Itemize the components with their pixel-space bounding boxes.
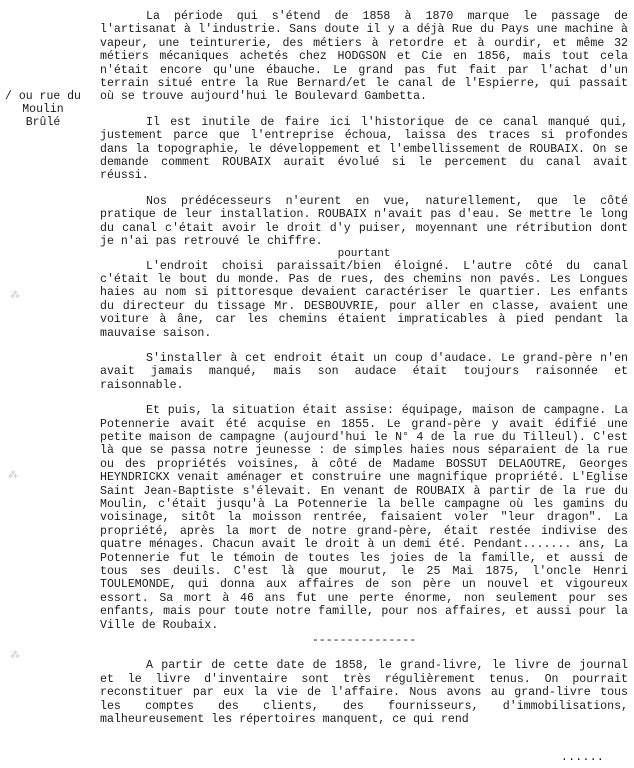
paper-speck: ⁂: [8, 471, 18, 482]
document-body: [100, 10, 628, 739]
interline-insertion: pourtant: [337, 247, 391, 260]
paragraph-1: [100, 10, 628, 104]
paragraph-7: [100, 659, 628, 726]
section-separator: ---------------: [311, 634, 417, 648]
paragraph-6-text: Et puis, la situation était assise: équipage, maison de campagne. La Potennerie avait été acquise en 1855. Le grand-père y avait édifié une petite maison de campagne (aujourd'hui le N° 4 de la rue du Tilleul). C'est là que se passa notre jeunesse : de simples haies nous séparaient de la rue ou des propriétés voisines, à côté de Madame BOSSUT DELAOUTRE, Georges HEYNDRICKX venait aménager et construire une magnifique propriété. L'Eglise Saint Jean-Baptiste s'élevait. En venant de ROUBAIX à partir de la rue du Moulin, c'était jusqu'à La Potennerie la belle campagne où les gamins du voisinage, sitôt la moisson rentrée, faisaient voler "leur dragon". La propriété, après la mort de notre grand-père, était restée indivise des quatre ménages. Chacun avait le droit à un demi été. Pendant....... ans, La Potennerie fut le témoin de toutes les joies de la famille, et aussi de tous ses deuils. C'est là que mourut, le 25 Mai 1875, l'oncle Henri TOULEMONDE, qui donna aux affaires de son père un nouvel et vigoureux essort. Sa mort à 46 ans fut une perte énorme, non seulement pour ses enfants, mais pour toute notre famille, pour nos affaires, et aussi pour la Ville de Roubaix.: [100, 404, 628, 632]
margin-annotation: / ou rue du Moulin Brûlé: [5, 90, 81, 129]
paragraph-6: [100, 404, 628, 632]
paper-speck: ⁂: [10, 291, 20, 302]
paragraph-7-text: A partir de cette date de 1858, le grand-livre, le livre de journal et le livre d'inventaire sont très régulièrement tenus. On pourrait reconstituer par eux la vie de l'affaire. Nous avons au grand-livre tous les comptes des clients, des fournisseurs, d'immobilisations, malheureusement les répertoires manquent, ce qui rend: [100, 659, 628, 727]
paragraph-2: [100, 116, 628, 183]
paragraph-2-text: Il est inutile de faire ici l'historique de ce canal manqué qui, justement parce que l'entreprise échoua, laissa des traces si profondes dans la topographie, le développement et l'embellissement de ROUBAIX. On se demande comment ROUBAIX aurait évolué si le percement du canal avait réussi.: [100, 115, 628, 183]
continuation-dots: ......: [560, 750, 604, 764]
paper-speck: ⁂: [10, 651, 20, 662]
paragraph-5: [100, 352, 628, 392]
paragraph-5-text: S'installer à cet endroit était un coup d'audace. Le grand-père n'en avait jamais manqué, mais son audace était toujours raisonnée et raisonnable.: [100, 351, 628, 392]
paragraph-4-text: L'endroit choisi paraissait/bien éloigné. L'autre côté du canal c'était le bout du monde. Pas de rues, des chemins non pavés. Les Longues haies au nom si pittoresque devaient caractériser le quartier. Les enfants du directeur du tissage Mr. DESBOUVRIE, pour aller en classe, avaient une voiture à âne, car les chemins étaient impraticables à pied pendant la mauvaise saison.: [100, 259, 628, 340]
paragraph-4: [100, 260, 628, 340]
paragraph-3: [100, 195, 628, 249]
paragraph-3-text: Nos prédécesseurs n'eurent en vue, naturellement, que le côté pratique de leur installation. ROUBAIX n'avait pas d'eau. Se mettre le long du canal c'était avoir le droit d'y puiser, moyennant une rétribution dont je n'ai pas retrouvé le chiffre.: [100, 194, 628, 249]
paragraph-1-text: La période qui s'étend de 1858 à 1870 marque le passage de l'artisanat à l'industrie. Sans doute il y a déjà Rue du Pays une machine à vapeur, une teinturerie, des métiers à retordre et à ourdir, et même 32 métiers mécaniques achetés chez HODGSON et Cie en 1856, mais tout cela n'était encore qu'une ébauche. Le grand pas fut fait par l'achat d'un terrain situé entre la Rue Bernard/et le canal de l'Espierre, qui passait où se trouve aujourd'hui le Boulevard Gambetta.: [100, 10, 628, 104]
